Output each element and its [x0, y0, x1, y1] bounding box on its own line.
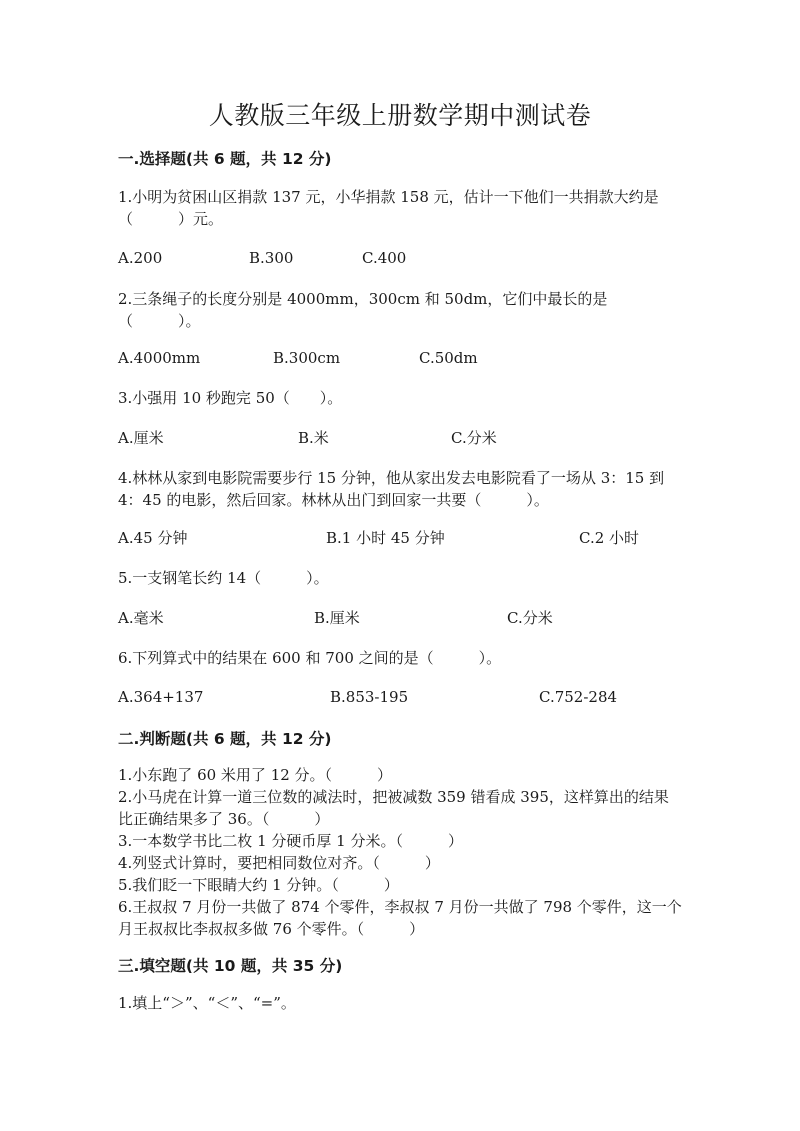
choice-question-5: 5.一支钢笔长约 14（ ）。: [118, 569, 329, 587]
choice-question-2: 2.三条绳子的长度分别是 4000mm，300cm 和 50dm，它们中最长的是（ ）。: [118, 290, 608, 330]
choice-options-1: [118, 247, 698, 269]
option-c: C.分米: [451, 429, 497, 447]
option-b: B.853-195: [330, 688, 409, 706]
option-a: A.45 分钟: [118, 529, 188, 547]
option-b: B.米: [298, 429, 329, 447]
option-c: C.50dm: [419, 349, 478, 367]
judge-item-4: 4.列竖式计算时，要把相同数位对齐。（ ）: [118, 854, 440, 872]
option-a: A.200: [118, 249, 163, 267]
option-c: C.2 小时: [579, 529, 640, 547]
option-b: B.厘米: [314, 609, 360, 627]
section-heading-judge: 二.判断题(共 6 题，共 12 分): [118, 730, 332, 748]
option-b: B.1 小时 45 分钟: [326, 529, 445, 547]
section-heading-fill: 三.填空题(共 10 题，共 35 分): [118, 957, 343, 975]
choice-options-2: [118, 347, 698, 369]
judge-item-3: 3.一本数学书比二枚 1 分硬币厚 1 分米。（ ）: [118, 832, 463, 850]
choice-question-6: 6.下列算式中的结果在 600 和 700 之间的是（ ）。: [118, 649, 502, 667]
page-title: 人教版三年级上册数学期中测试卷: [208, 101, 592, 130]
option-b: B.300: [249, 249, 294, 267]
choice-question-1: 1.小明为贫困山区捐款 137 元，小华捐款 158 元，估计一下他们一共捐款大约是（ ）元。: [118, 188, 659, 228]
section-heading-choice: 一.选择题(共 6 题，共 12 分): [118, 150, 332, 168]
option-c: C.400: [362, 249, 407, 267]
fill-item-1: 1.填上“＞”、“＜”、“=”。: [118, 994, 296, 1012]
judge-item-6: 6.王叔叔 7 月份一共做了 874 个零件，李叔叔 7 月份一共做了 798 个零件，这一个月王叔叔比李叔叔多做 76 个零件。（ ）: [118, 898, 682, 938]
choice-options-6: [118, 686, 698, 708]
option-a: A.4000mm: [118, 349, 201, 367]
option-a: A.毫米: [118, 609, 164, 627]
option-c: C.752-284: [539, 688, 618, 706]
choice-options-5: [118, 607, 698, 629]
choice-options-3: [118, 427, 698, 449]
choice-options-4: [118, 527, 698, 549]
choice-question-3: 3.小强用 10 秒跑完 50（ ）。: [118, 389, 343, 407]
judge-item-2: 2.小马虎在计算一道三位数的减法时，把被减数 359 错看成 395，这样算出的结果比正确结果多了 36。（ ）: [118, 788, 669, 828]
judge-item-5: 5.我们眨一下眼睛大约 1 分钟。（ ）: [118, 876, 399, 894]
choice-question-4: 4.林林从家到电影院需要步行 15 分钟，他从家出发去电影院看了一场从 3：15 到 4：45 的电影，然后回家。林林从出门到回家一共要（ ）。: [118, 469, 665, 509]
option-b: B.300cm: [273, 349, 341, 367]
option-c: C.分米: [507, 609, 553, 627]
option-a: A.364+137: [118, 688, 204, 706]
option-a: A.厘米: [118, 429, 164, 447]
judge-item-1: 1.小东跑了 60 米用了 12 分。（ ）: [118, 766, 393, 784]
